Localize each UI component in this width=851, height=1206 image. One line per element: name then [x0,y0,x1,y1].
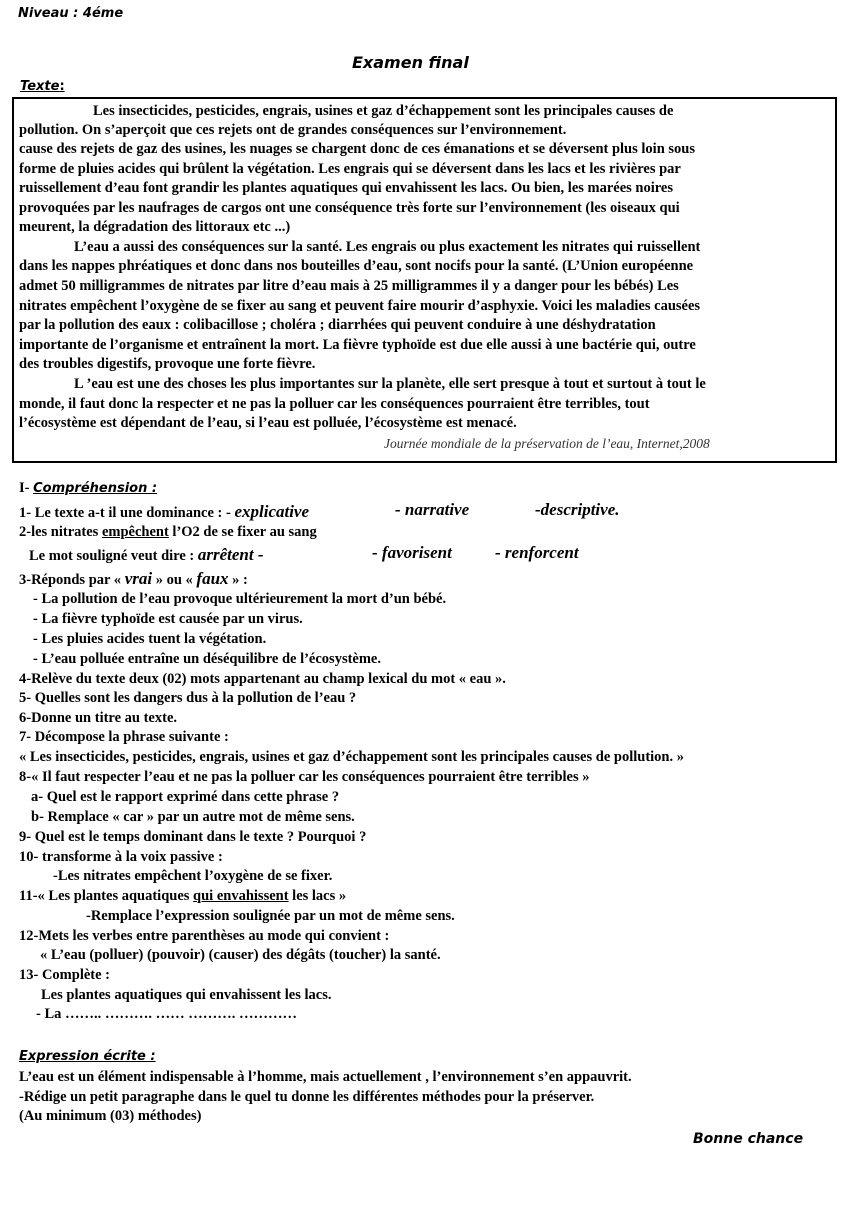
text-line: admet 50 milligrammes de nitrates par litre d’eau mais à 25 milligrammes il y a danger pour les bébés) Les [19,278,679,294]
section-title: Compréhension : [33,481,158,496]
text-line: Les insecticides, pesticides, engrais, usines et gaz d’échappement sont les principales causes de [93,103,674,119]
exam-title: Examen final [352,53,469,72]
question-9: 9- Quel est le temps dominant dans le texte ? Pourquoi ? [19,829,367,845]
question-text: les lacs » [292,888,347,904]
text-line: provoquées par les naufrages de cargos ont une conséquence très forte sur l’environnement (les oiseaux qui [19,200,680,216]
question-2b [29,545,264,565]
question-5: 5- Quelles sont les dangers dus à la pollution de l’eau ? [19,690,357,706]
true-false-item: - Les pluies acides tuent la végétation. [33,631,267,647]
question-6: 6-Donne un titre au texte. [19,710,178,726]
question-text: 1- Le texte a-t il une dominance : - [19,505,231,521]
expression-line: L’eau est un élément indispensable à l’homme, mais actuellement , l’environnement s’en appauvrit. [19,1069,632,1085]
text-line: meurent, la dégradation des littoraux etc ...) [19,219,291,235]
question-2 [19,524,317,541]
word-vrai: vrai [124,569,153,588]
question-text: 2-les nitrates [19,524,99,540]
true-false-item: - La pollution de l’eau provoque ultérieurement la mort d’un bébé. [33,591,447,607]
closing-wish: Bonne chance [693,1131,804,1147]
question-8a: a- Quel est le rapport exprimé dans cette phrase ? [31,789,340,805]
text-line: ruissellement d’eau font grandir les plantes aquatiques qui envahissent les lacs. Ou bien, les marées noires [19,180,674,196]
question-text: l’O2 de se fixer au sang [172,524,317,540]
text-line: dans les nappes phréatiques et donc dans nos bouteilles d’eau, sont nocifs pour la santé. (L’Union européenne [19,258,694,274]
text-line: forme de pluies acides qui brûlent la végétation. Les engrais qui se déversent dans les lacs et les rivières par [19,161,681,177]
true-false-item: - La fièvre typhoïde est causée par un virus. [33,611,303,627]
text-line: L’eau a aussi des conséquences sur la santé. Les engrais ou plus exactement les nitrates qui ruissellent [74,239,701,255]
question-text: 3-Réponds par « [19,572,122,588]
word-faux: faux [196,569,229,588]
question-12-sentence: « L’eau (polluer) (pouvoir) (causer) des dégâts (toucher) la santé. [40,947,441,963]
true-false-item: - L’eau polluée entraîne un déséquilibre de l’écosystème. [33,651,381,667]
expression-line: (Au minimum (03) méthodes) [19,1108,202,1124]
question-8: 8-« Il faut respecter l’eau et ne pas la polluer car les conséquences pourraient être terribles » [19,769,590,785]
text-line: par la pollution des eaux : colibacillose ; choléra ; diarrhées qui peuvent conduire à une déshydratation [19,317,656,333]
text-line: des troubles digestifs, provoque une forte fièvre. [19,356,316,372]
question-13-blank: - La …….. ………. …… ………. ………… [36,1006,297,1022]
text-line: nitrates empêchent l’oxygène de se fixer au sang et peuvent faire mourir d’asphyxie. Voici les maladies causées [19,298,701,314]
question-1 [19,502,309,522]
question-7: 7- Décompose la phrase suivante : [19,729,229,745]
option-descriptive: -descriptive. [535,500,620,519]
question-text: » : [232,572,248,588]
underlined-word: empêchent [101,524,169,540]
section-number: I- [19,480,30,496]
question-13-sentence: Les plantes aquatiques qui envahissent les lacs. [41,987,332,1003]
level-label: Niveau : 4éme [18,6,124,21]
question-8b: b- Remplace « car » par un autre mot de même sens. [31,809,355,825]
texte-label-word: Texte [20,79,60,94]
question-3 [19,569,248,589]
text-line: cause des rejets de gaz des usines, les nuages se chargent donc de ces émanations et se déversent plus loin sous [19,141,695,157]
texte-label [20,79,65,94]
underlined-expression: qui envahissent [193,888,289,904]
question-11-instruction: -Remplace l’expression soulignée par un mot de même sens. [86,908,455,924]
option-favorisent: - favorisent [372,543,452,562]
expression-line: -Rédige un petit paragraphe dans le quel tu donne les différentes méthodes pour la préserver. [19,1089,595,1105]
question-11 [19,888,346,905]
option-narrative: - narrative [395,500,470,519]
texte-label-colon: : [59,79,65,94]
text-source: Journée mondiale de la préservation de l’eau, Internet,2008 [384,436,710,451]
comprehension-heading [19,480,157,497]
question-10-sentence: -Les nitrates empêchent l’oxygène de se fixer. [53,868,333,884]
option-explicative: explicative [234,502,310,521]
question-13: 13- Complète : [19,967,111,983]
text-line: l’écosystème est dépendant de l’eau, si l’eau est polluée, l’écosystème est menacé. [19,415,517,431]
question-text: Le mot souligné veut dire : [29,548,195,564]
question-text: 11-« Les plantes aquatiques [19,888,190,904]
text-line: pollution. On s’aperçoit que ces rejets ont de grandes conséquences sur l’environnement. [19,122,567,138]
question-7-sentence: « Les insecticides, pesticides, engrais, usines et gaz d’échappement sont les principales causes de pollution. » [19,749,684,765]
text-line: importante de l’organisme et entraînent la mort. La fièvre typhoïde est due elle aussi à une bactérie qui, outre [19,337,696,353]
text-line: monde, il faut donc la respecter et ne pas la polluer car les conséquences pourraient être terribles, tout [19,396,650,412]
option-renforcent: - renforcent [495,543,579,562]
text-line: L ’eau est une des choses les plus importantes sur la planète, elle sert presque à tout et surtout à tout le [74,376,706,392]
expression-heading: Expression écrite : [19,1049,156,1064]
option-arretent: arrêtent - [197,545,264,564]
question-10: 10- transforme à la voix passive : [19,849,223,865]
question-12: 12-Mets les verbes entre parenthèses au mode qui convient : [19,928,390,944]
question-4: 4-Relève du texte deux (02) mots appartenant au champ lexical du mot « eau ». [19,671,506,687]
question-text: » ou « [155,572,193,588]
